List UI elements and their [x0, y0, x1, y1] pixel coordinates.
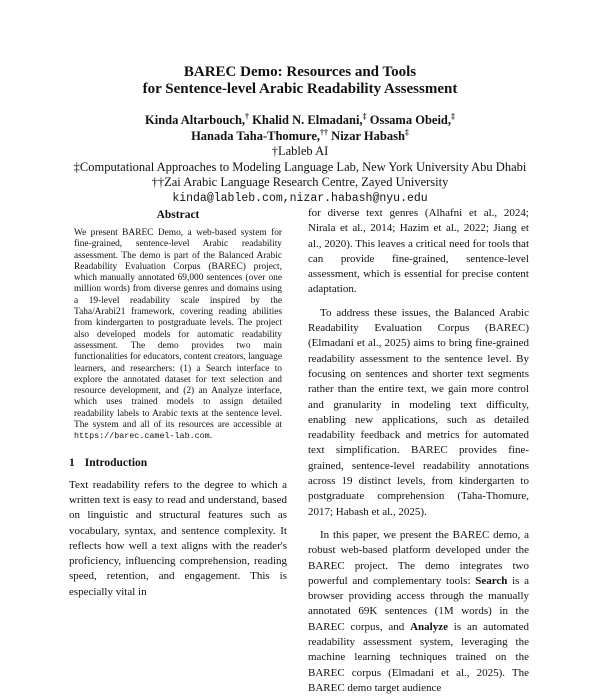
affiliation-mark: †	[245, 111, 250, 121]
author-list	[0, 113, 600, 144]
search-term: Search	[475, 574, 508, 587]
author-name: Kinda Altarbouch,	[145, 113, 246, 127]
body-paragraph-continued: for diverse text genres (Alhafni et al., 2024; Nirala et al., 2014; Hazim et al., 2022; Jiang et al., 2020). This leaves a critical need for tools that can provide fine-grained, sentence-level assessment, which is essential for precise content adaptation.	[308, 207, 529, 296]
author-line-2	[0, 129, 600, 145]
affiliation-3: ††Zai Arabic Language Research Centre, Zayed University	[151, 175, 449, 189]
author-name: Ossama Obeid,	[369, 113, 451, 127]
abstract-text	[74, 228, 282, 443]
author-line-1	[0, 113, 600, 129]
right-column	[308, 206, 529, 696]
paragraph-text: is a browser providing access through the manually annotated 69K sentences (1M words) in the BAREC corpus, and	[308, 574, 529, 633]
author-name: Hanada Taha-Thomure,	[191, 128, 321, 143]
author-name: Khalid N. Elmadani,	[252, 113, 363, 127]
affiliation-2: ‡Computational Approaches to Modeling Language Lab, New York University Abu Dhabi	[73, 159, 527, 174]
body-paragraph-barec: To address these issues, the Balanced Arabic Readability Evaluation Corpus (BAREC) (Elmadani et al., 2025) aims to bring fine-grained readability assessment to the sentence level. By focusing on sentences and shorter text segments rather than the entire text, we gain more control and granularity in modeling text difficulty, enabling new applications, such as detailed readability feedback and metrics for automated text simplification. BAREC provides fine-grained, sentence-level readability annotations across 19 distinct levels, from kindergarten to postgraduate comprehension (Taha-Thomure, 2017; Habash et al., 2025).	[308, 306, 529, 518]
affiliation-mark: ‡	[451, 111, 455, 121]
intro-paragraph-1: Text readability refers to the degree to which a written text is easy to read and understand, based on linguistic and structural features such as vocabulary, syntax, and sentence complexity. It reflects how well a text aligns with the reader's proficiency, influencing comprehension, reading speed, retention, and engagement. This is especially vital in	[69, 478, 287, 598]
section-title: Introduction	[84, 456, 148, 469]
paragraph-text: is an automated readability assessment system, leveraging the machine learning techniques trained on the BAREC corpus (Elmadani et al., 2025). The BAREC demo target audience	[308, 620, 529, 694]
affiliation-mark: ††	[320, 127, 329, 137]
paper-header	[0, 64, 600, 206]
abstract-heading: Abstract	[156, 209, 200, 221]
title-line-1: BAREC Demo: Resources and Tools	[183, 64, 417, 80]
author-emails: kinda@lableb.com,nizar.habash@nyu.edu	[172, 191, 428, 205]
author-name: Nizar Habash	[331, 128, 405, 143]
analyze-term: Analyze	[410, 620, 448, 633]
title-line-2: for Sentence-level Arabic Readability Assessment	[142, 81, 458, 97]
abstract-body: We present BAREC Demo, a web-based system for fine-grained, sentence-level Arabic readability assessment. The demo is part of the Balanced Arabic Readability Evaluation Corpus (BAREC) project, which manually annotated 69,000 sentences (over one million words) from diverse genres and domains using a 19-level readability scale inspired by the Taha/Arabi21 framework, covering reading abilities from kindergarten to postgraduate levels. The project also developed models for automatic readability assessment. The demo provides two main functionalities for educators, content creators, language learners, and researchers: (1) a Search interface to explore the annotated dataset for text selection and resource development, and (2) an Analyze interface, which uses trained models to assign detailed readability labels to Arabic texts at the sentence level. The system and all of its resources are accessible at	[74, 228, 282, 431]
affiliation-1: †Lableb AI	[271, 144, 329, 158]
left-column	[69, 208, 287, 600]
abstract-end: .	[209, 431, 213, 442]
paper-title	[0, 64, 600, 98]
affiliation-mark: ‡	[362, 111, 367, 121]
body-paragraph-demo	[308, 528, 529, 696]
project-url[interactable]: https://barec.camel-lab.com	[74, 431, 210, 442]
section-number: 1	[69, 456, 75, 469]
affiliation-mark: ‡	[404, 127, 409, 137]
paragraph-text: In this paper, we present the BAREC demo, a robust web-based platform developed under the BAREC project. The demo integrates two powerful and complementary tools:	[308, 528, 529, 587]
section-heading-introduction	[69, 456, 287, 470]
